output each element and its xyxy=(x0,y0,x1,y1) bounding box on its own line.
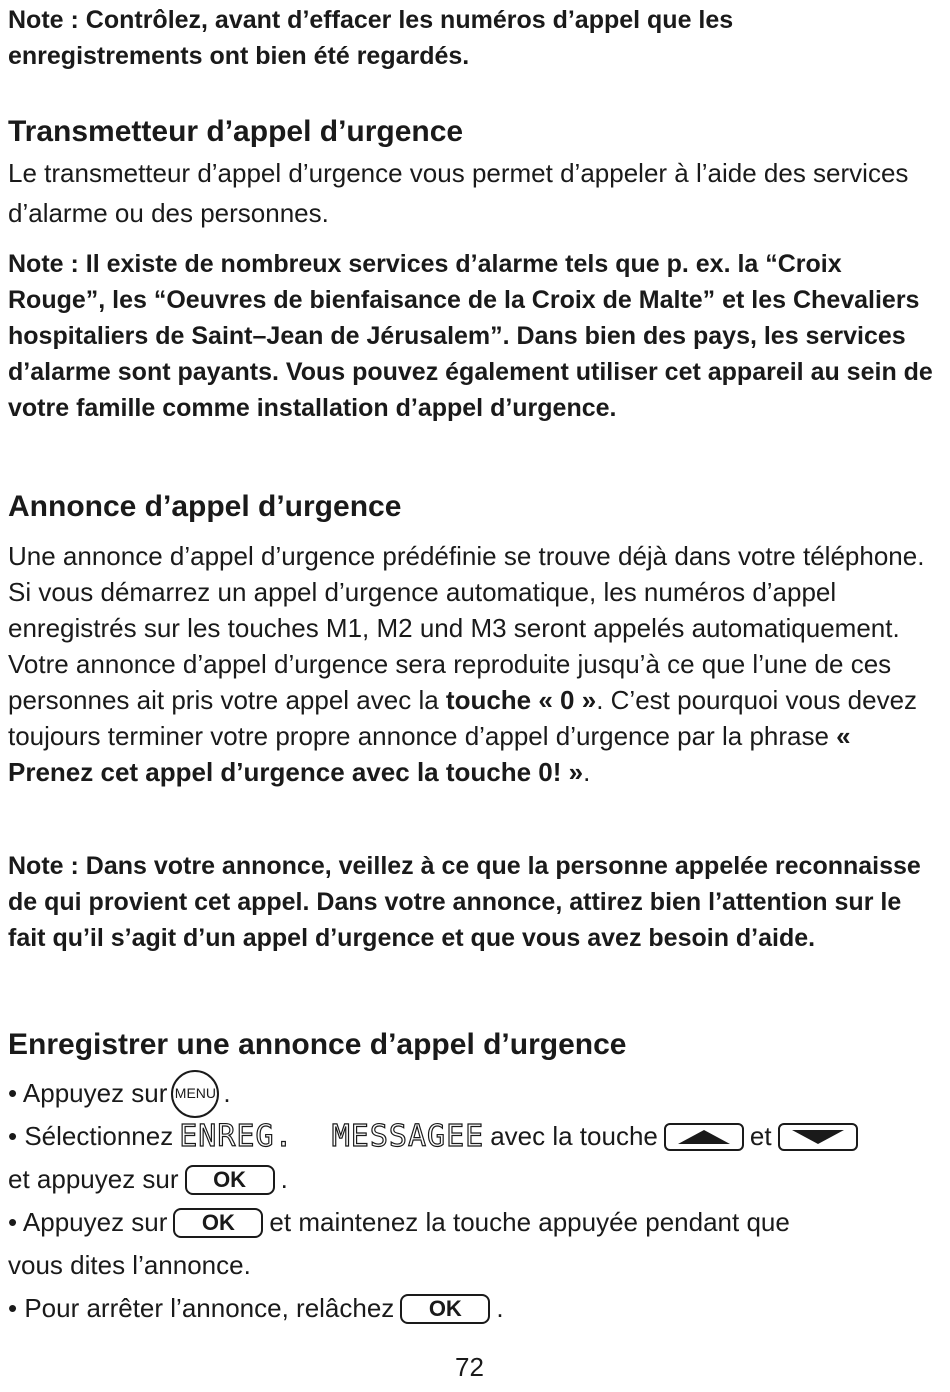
step-3b xyxy=(8,1244,864,1287)
menu-key-icon: MENU xyxy=(171,1070,219,1118)
announcement-key-0: touche « 0 » xyxy=(445,685,597,715)
step-4 xyxy=(8,1287,864,1330)
lcd-display-text: ENREG. MESSAGEE xyxy=(179,1119,485,1154)
announcement-text-1: Une annonce d’appel d’urgence prédéfinie se trouve déjà dans votre téléphone. Si vous démarrez un appel d’urgence automatique, les numéros d’appel enregistrés sur les touches M1, M2 und M3 seront appelés automatiquement. Votre annonce d’appel d’urgence sera reproduite jusqu’à ce que l’une de ces personnes ait pris votre appel avec la xyxy=(8,541,925,715)
step-2 xyxy=(8,1115,864,1158)
down-arrow-key-icon xyxy=(778,1123,858,1151)
announcement-phrase: « Prenez cet appel d’urgence avec la touche 0! » xyxy=(8,721,851,787)
heading-record: Enregistrer une annonce d’appel d’urgence xyxy=(8,1028,627,1061)
ok-key-icon: OK xyxy=(173,1208,263,1238)
step2-middle: avec la touche xyxy=(490,1121,658,1151)
step-2b xyxy=(8,1158,864,1201)
announcement-text-3: . xyxy=(583,757,591,787)
step3b-text: vous dites l’annonce. xyxy=(8,1250,251,1280)
step4-suffix: . xyxy=(496,1293,504,1323)
step3-text: • Appuyez sur xyxy=(8,1207,168,1237)
step1-suffix: . xyxy=(223,1078,231,1108)
up-arrow-key-icon xyxy=(664,1123,744,1151)
note-announcement: Note : Dans votre annonce, veillez à ce que la personne appelée reconnaisse de qui provient cet appel. Dans votre annonce, attirez bien l’attention sur le fait qu’il s’agit d’un appel d’urgence et que vous avez besoin d’aide. xyxy=(8,852,921,952)
announcement-text-2: . C’est pourquoi vous devez toujours terminer votre propre annonce d’appel d’urgence par la phrase xyxy=(8,685,918,751)
down-arrow-icon xyxy=(788,1128,848,1146)
step2b-text: et appuyez sur xyxy=(8,1164,179,1194)
heading-transmitter: Transmetteur d’appel d’urgence xyxy=(8,115,464,148)
ok-key-icon: OK xyxy=(185,1165,275,1195)
step2-text: • Sélectionnez xyxy=(8,1121,174,1151)
step3-suffix: et maintenez la touche appuyée pendant que xyxy=(269,1207,790,1237)
step4-text: • Pour arrêter l’annonce, relâchez xyxy=(8,1293,395,1323)
page-number: 72 xyxy=(455,1352,484,1382)
paragraph-announcement xyxy=(8,538,933,790)
step2b-suffix: . xyxy=(280,1164,288,1194)
note-delete-numbers: Note : Contrôlez, avant d’effacer les numéros d’appel que les enregistrements ont bien été regardés. xyxy=(8,6,734,70)
step1-text: • Appuyez sur xyxy=(8,1078,168,1108)
step2-and: et xyxy=(749,1121,772,1151)
paragraph-transmitter: Le transmetteur d’appel d’urgence vous permet d’appeler à l’aide des services d’alarme ou des personnes. xyxy=(8,158,909,228)
step-3 xyxy=(8,1201,864,1244)
heading-announcement: Annonce d’appel d’urgence xyxy=(8,490,402,523)
note-alarm-services: Note : Il existe de nombreux services d’alarme tels que p. ex. la “Croix Rouge”, les “Oeuvres de bienfaisance de la Croix de Malte” et les Chevaliers hospitaliers de Saint–Jean de Jérusalem”. Dans bien des pays, les services d’alarme sont payants. Vous pouvez également utiliser cet appareil au sein de votre famille comme installation d’appel d’urgence. xyxy=(8,250,933,422)
record-steps xyxy=(8,1072,864,1330)
step-1 xyxy=(8,1072,864,1115)
up-arrow-icon xyxy=(674,1128,734,1146)
ok-key-icon: OK xyxy=(400,1294,490,1324)
